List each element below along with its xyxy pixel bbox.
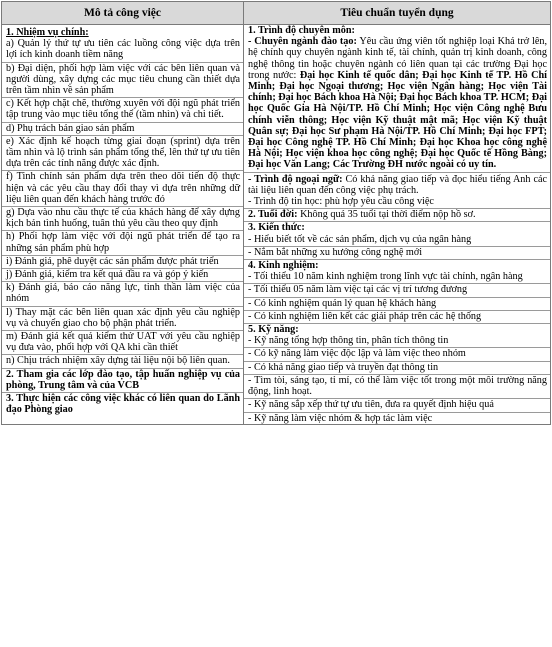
language-label: - Trình độ ngoại ngữ: — [248, 173, 343, 185]
duty-item-h: h) Phối hợp làm việc với đội ngũ phát triển để tạo ra những sản phẩm phù hợp — [2, 231, 243, 255]
duty-item-d: d) Phụ trách bản giao sản phẩm — [2, 123, 243, 136]
job-description-cell — [2, 25, 244, 425]
duty-item-e: e) Xác định kế hoạch từng giai đoạn (sprint) dựa trên tầm nhìn và lộ trình sản phẩm tổng thể, lên thứ tự ưu tiên dựa trên các tính năng được xác định. — [2, 136, 243, 172]
table-body-row — [2, 25, 551, 425]
duty-item-m: m) Đánh giá kết quả kiểm thử UAT với yêu cầu nghiệp vụ đưa vào, phối hợp với QA khi cần thiết — [2, 331, 243, 355]
major-requirement — [244, 36, 550, 172]
job-description-table — [1, 1, 551, 425]
age-label: 2. Tuổi đời: — [248, 209, 298, 221]
duty-item-k: k) Đánh giá, báo cáo năng lực, tinh thần làm việc của nhóm — [2, 282, 243, 306]
table-header-row — [2, 2, 551, 25]
duty-item-n: n) Chịu trách nhiệm xây dựng tài liệu nội bộ liên quan. — [2, 355, 243, 368]
major-schools: Đại học Kinh tế quốc dân; Đại học Kinh tế TP. Hồ Chí Minh; Đại học Ngoại thương; Học viện Ngân hàng; Học viện Tài chính; Đại học Bách khoa Hà Nội; Đại học Bách khoa TP. HCM; Đại học Quốc Gia Hà Nội/TP. Hồ Chí Minh; Học viện Công nghệ Bưu chính viễn thông; Học viện Kỹ thuật mật mã; Học viện Kỹ thuật Quân sự; Đại học Sư phạm Hà Nội/TP. Hồ Chí Minh; Đại học FPT; Đại học Công nghệ TP. Hồ Chí Minh; Đại học Khoa học công nghệ Hà Nội; Học viện khoa học công nghệ; Đại học Quốc tế Hồng Bàng; Đại học Văn Lang; Các Trường ĐH nước ngoài có uy tín. — [248, 69, 547, 171]
duty-item-f: f) Tinh chỉnh sản phẩm dựa trên theo dõi tiến độ thực hiện và các yêu cầu thay đổi thay vì dựa trên những dữ liệu liên quan đến khách hàng trước đó — [2, 171, 243, 207]
skills-title: 5. Kỹ năng: — [248, 324, 299, 336]
experience-item: - Có kinh nghiệm liên kết các giải pháp trên các hệ thống — [244, 311, 550, 324]
duty-item-i: i) Đánh giá, phê duyệt các sản phẩm được phát triển — [2, 256, 243, 269]
experience-item: - Tối thiểu 10 năm kinh nghiệm trong lĩnh vực tài chính, ngân hàng — [244, 271, 550, 284]
duty-item-j: j) Đánh giá, kiểm tra kết quả đầu ra và góp ý kiến — [2, 269, 243, 282]
duty-item-l: l) Thay mặt các bên liên quan xác định yêu cầu nghiệp vụ và chuyển giao cho bộ phận phát triển. — [2, 307, 243, 331]
skill-item: - Kỹ năng làm việc nhóm & hợp tác làm việc — [248, 412, 433, 424]
major-label: - Chuyên ngành đào tạo: — [248, 36, 357, 48]
skill-item: - Có kỹ năng làm việc độc lập và làm việc theo nhóm — [244, 348, 550, 361]
major-text: Yêu cầu ứng viên tốt nghiệp loại Khá trở lên, hệ chính quy chuyên ngành kinh tế, tài chính, quản trị kinh doanh, công nghệ thông tin hoặc chuyên ngành có liên quan tại các trường Đại học trong nước: — [248, 36, 547, 81]
skill-item: - Tìm tòi, sáng tạo, tỉ mỉ, có thể làm việc tốt trong một môi trường năng động, linh hoạt. — [244, 375, 550, 399]
recruitment-standards-cell — [244, 25, 551, 425]
knowledge-title: 3. Kiến thức: — [248, 222, 305, 234]
it-requirement: - Trình độ tin học: phù hợp yêu cầu công việc — [244, 196, 550, 209]
header-recruitment-standards: Tiêu chuẩn tuyển dụng — [244, 2, 551, 25]
skill-item: - Kỹ năng tổng hợp thông tin, phân tích thông tin — [244, 335, 550, 348]
skill-item: - Có khả năng giao tiếp và truyền đạt thông tin — [244, 362, 550, 375]
duty-item-c: c) Kết hợp chặt chẽ, thường xuyên với đội ngũ phát triển tập trung vào mục tiêu tổng thể (tầm nhìn) và chi tiết. — [2, 98, 243, 122]
age-requirement — [244, 209, 550, 222]
other-duties-title: 3. Thực hiện các công việc khác có liên quan do Lãnh đạo Phòng giao — [6, 393, 240, 416]
training-title: 2. Tham gia các lớp đào tạo, tập huấn nghiệp vụ của phòng, Trung tâm và của VCB — [2, 369, 243, 393]
knowledge-item: - Nắm bắt những xu hướng công nghệ mới — [244, 247, 550, 260]
duty-item-b: b) Đại diện, phối hợp làm việc với các bên liên quan và người dùng, xây dựng các mục tiêu chung cần thiết dựa trên tầm nhìn về sản phẩm — [2, 63, 243, 99]
duty-item-g: g) Dựa vào nhu cầu thực tế của khách hàng để xây dựng kịch bản tình huống, tuân thủ yêu cầu theo quy định — [2, 207, 243, 231]
experience-item: - Có kinh nghiệm quản lý quan hệ khách hàng — [244, 298, 550, 311]
experience-item: - Tối thiểu 05 năm làm việc tại các vị trí tương đương — [244, 284, 550, 297]
experience-title: 4. Kinh nghiệm: — [248, 260, 319, 272]
main-duties-title: 1. Nhiệm vụ chính: — [6, 27, 89, 38]
qualification-title: 1. Trình độ chuyên môn: — [248, 25, 355, 36]
duty-item-a: a) Quản lý thứ tự ưu tiên các luồng công việc dựa trên lợi ích kinh doanh tiềm năng — [2, 38, 243, 62]
header-job-description: Mô tả công việc — [2, 2, 244, 25]
language-text: Có khả năng giao tiếp và đọc hiểu tiếng Anh các tài liệu liên quan đến công việc phụ trách. — [248, 173, 548, 196]
age-text: Không quá 35 tuổi tại thời điểm nộp hồ sơ. — [297, 209, 476, 221]
knowledge-item: - Hiểu biết tốt về các sản phẩm, dịch vụ của ngân hàng — [244, 234, 550, 247]
language-requirement — [248, 174, 547, 196]
skill-item: - Kỹ năng sắp xếp thứ tự ưu tiên, đưa ra quyết định hiệu quả — [244, 399, 550, 412]
